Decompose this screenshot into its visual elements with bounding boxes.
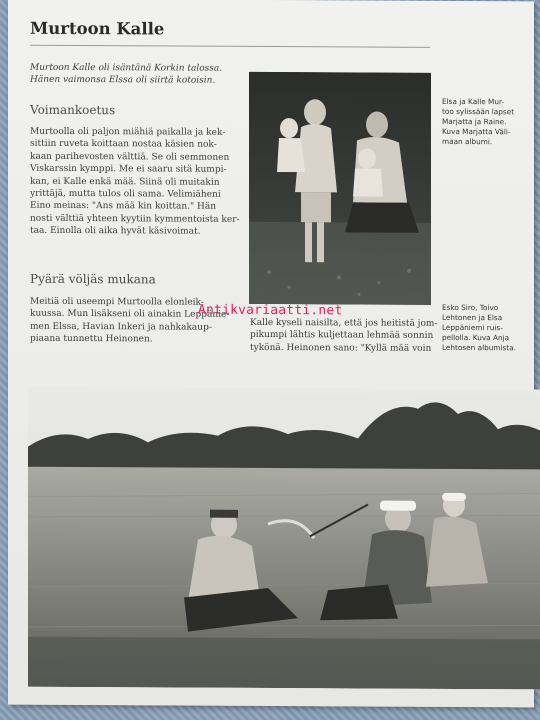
caption-line: pellolla. Kuva Anja [442,332,510,343]
body-line: kuussa. Mun lisäkseni oli ainakin Leppänie- [30,309,230,321]
caption-line: Esko Siro, Toivo [442,302,499,313]
caption-line: Leppäniemi ruis- [442,322,503,333]
photo2-caption [442,303,516,353]
body-line: Viskarssin kymppi. Me ei saaru sitä kumpi- [30,163,227,175]
body-line: yrittäjä, mutta tulos oli sama. Velimiäheni [30,188,221,200]
caption-line: Lehtosen albumista. [442,342,516,353]
body-line: nosti välttiä yhteen kyytiin kymmentoista ker- [30,213,240,225]
body-line: taa. Einolla oli aika hyvät käsivoimat. [30,225,201,237]
body-line: Meitiä oli useempi Murtoolla elonleik- [30,296,204,308]
body-line: piaana tunnettu Heinonen. [30,333,153,345]
watermark-text: Antikvariaatti.net [198,302,343,319]
book-page [8,0,534,707]
section-body-voimankoetus [30,126,245,239]
body-line: kaan parihevosten välttiä. Se oli semmonen [30,151,230,163]
photo1-caption [442,97,514,147]
intro-line: Murtoon Kalle oli isäntänä Korkin talossa. [30,62,223,74]
caption-line: too sylissään lapset [442,106,515,117]
title-divider [30,45,430,48]
section-heading-pyara: Pyärä völjäs mukana [30,271,156,287]
article-title: Murtoon Kalle [30,18,165,39]
body-line: men Elssa, Havian Inkeri ja nahkakaup- [30,321,212,333]
body-line: sittiin ruveta koittaan nostaa käsien nok- [30,139,217,151]
body-line: Murtoolla oli paljon miähiä paikalla ja kek- [30,126,226,138]
intro-line: Hänen vaimonsa Elssa oli siirtä kotoisin. [30,74,216,86]
body-line: tykönä. Heinonen sano: "Kyllä mää voin [250,342,432,354]
caption-line: maan albumi. [442,136,493,147]
section-body-continuation [250,317,438,355]
article-intro [30,62,245,87]
caption-line: Elsa ja Kalle Mur- [442,96,505,107]
caption-line: Kuva Marjatta Väli- [442,126,511,137]
family-photo [249,72,431,305]
caption-line: Lehtonen ja Elsa [442,312,503,323]
section-heading-voimankoetus: Voimankoetus [30,102,116,118]
body-line: pikumpi lähtis kuljettaan lehmää sonnin [250,330,434,342]
body-line: Eino meinas: "Ans mää kin koittan." Hän [30,201,216,213]
body-line: Kalle kyseli naisilta, että jos heitistä jom- [250,317,438,329]
rye-field-photo [28,387,540,690]
caption-line: Marjatta ja Raine. [442,116,507,127]
body-line: kan, ei Kalle enkä mää. Siinä oli muitakin [30,176,220,188]
